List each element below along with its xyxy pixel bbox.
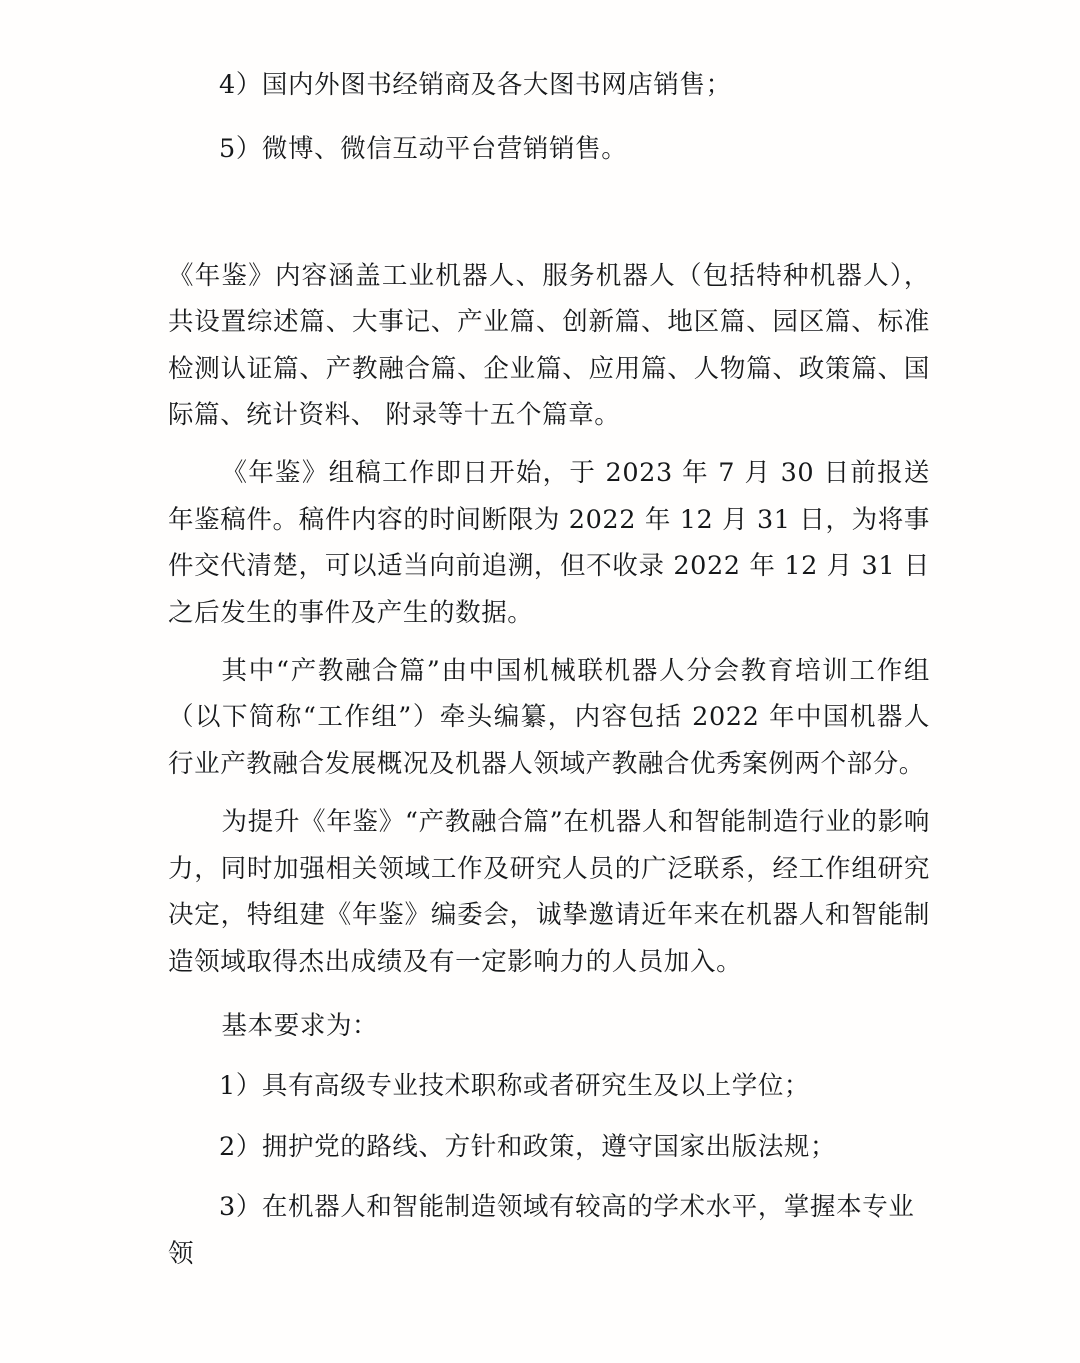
paragraph-spacer xyxy=(168,638,930,648)
list-item: 4）国内外图书经销商及各大图书网店销售； xyxy=(219,70,732,100)
requirement-item: 2）拥护党的路线、方针和政策，遵守国家出版法规； xyxy=(219,1131,837,1162)
paragraph-spacer xyxy=(168,987,930,1003)
paragraph-yearbook-content: 《年鉴》内容涵盖工业机器人、服务机器人（包括特种机器人），共设置综述篇、大事记、产业篇、创新篇、地区篇、园区篇、标准检测认证篇、产教融合篇、企业篇、应用篇、人物篇、政策篇、国际篇、统计资料、 附录等十五个篇章。 xyxy=(168,260,930,431)
paragraph-submission-schedule: 《年鉴》组稿工作即日开始，于 2023 年 7 月 30 日前报送年鉴稿件。稿件内容的时间断限为 2022 年 12 月 31 日，为将事件交代清楚，可以适当向前追溯，但不收录 2022 年 12 月 31 日之后发生的事件及产生的数据。 xyxy=(168,458,930,628)
paragraph-committee-invitation: 为提升《年鉴》“产教融合篇”在机器人和智能制造行业的影响力，同时加强相关领域工作及研究人员的广泛联系，经工作组研究决定，特组建《年鉴》编委会，诚挚邀请近年来在机器人和智能制造领域取得杰出成绩及有一定影响力的人员加入。 xyxy=(168,807,930,977)
paragraph-spacer xyxy=(168,440,930,450)
list-item: 5）微博、微信互动平台营销销售。 xyxy=(219,134,628,165)
paragraph-spacer xyxy=(168,789,930,799)
requirement-item: 3）在机器人和智能制造领域有较高的学术水平，掌握本专业领 xyxy=(168,1192,915,1269)
section-spacer xyxy=(168,189,930,253)
document-body xyxy=(168,62,930,1277)
paragraph-chapter-editor: 其中“产教融合篇”由中国机械联机器人分会教育培训工作组（以下简称“工作组”）牵头编纂，内容包括 2022 年中国机器人行业产教融合发展概况及机器人领域产教融合优秀案例两个部分。 xyxy=(168,656,930,779)
requirement-item: 1）具有高级专业技术职称或者研究生及以上学位； xyxy=(219,1071,811,1102)
requirements-heading: 基本要求为： xyxy=(221,1010,379,1041)
